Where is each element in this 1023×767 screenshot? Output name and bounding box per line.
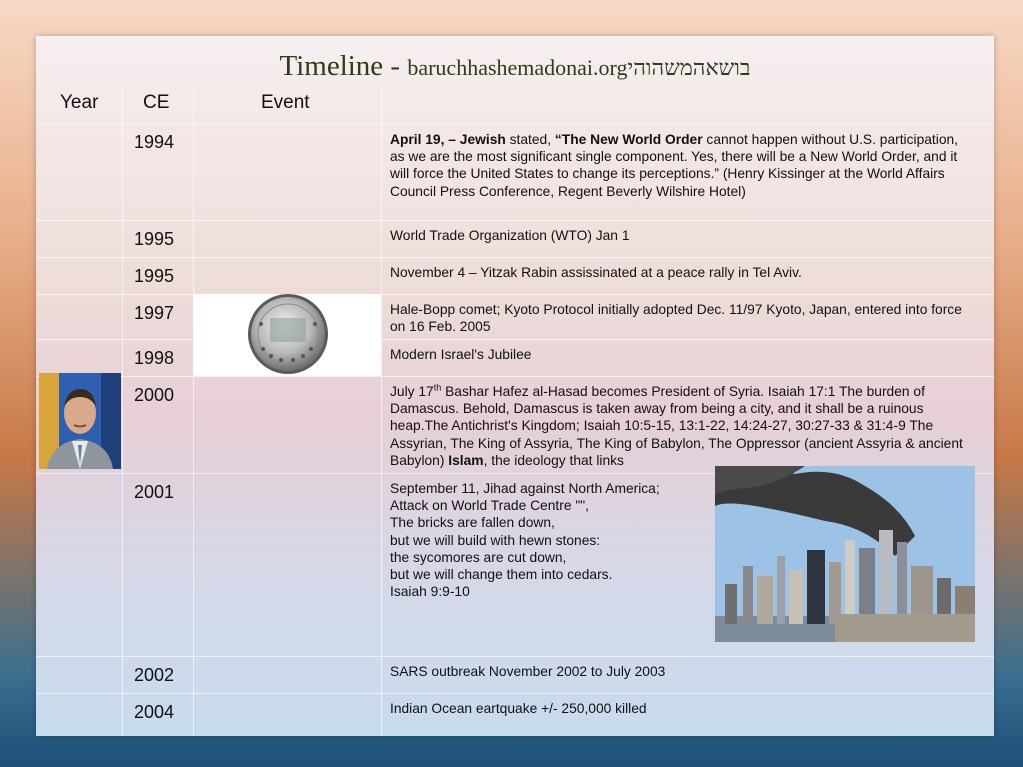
jubilee-coin-image [193,294,381,376]
year-cell: 1995 [134,229,175,249]
event-cell: Indian Ocean eartquake +/- 250,000 killed [390,701,647,716]
grid-hline [36,220,994,221]
header-ce: CE [143,92,170,113]
event-cell: SARS outbreak November 2002 to July 2003 [390,664,666,679]
event-text: July 17 [390,384,434,399]
title-site: baruchhashemadonai.orgבושאהמשהוהי [407,55,751,80]
slide [36,36,994,736]
year-cell: 1998 [134,348,175,368]
event-line: Isaiah 9:9-10 [390,584,470,600]
grid-vline [122,84,123,736]
event-cell-2000 [390,383,975,469]
event-bold-word: Islam [448,452,484,468]
portrait-photo [39,373,121,469]
grid-vline [193,84,194,736]
header-event: Event [261,92,310,113]
event-cell: November 4 – Yitzak Rabin assissinated at a peace rally in Tel Aviv. [390,265,802,280]
event-line: the sycomores are cut down, [390,549,567,565]
event-bold-quote: “The New World Order [554,132,703,147]
year-cell: 1997 [134,303,175,323]
year-cell: 1995 [134,266,175,286]
wtc-attack-photo [715,466,975,642]
event-text: stated, [505,132,555,147]
grid-hline [36,656,994,657]
event-line: but we will build with hewn stones: [390,532,601,548]
event-cell: Modern Israel's Jubilee [390,347,532,362]
year-cell: 1994 [134,132,175,152]
header-year: Year [60,92,99,113]
year-cell: 2000 [134,385,175,405]
year-cell: 2001 [134,482,175,502]
event-text: Bashar Hafez al-Hasad becomes President of Syria. Isaiah 17:1 The burden of Damascus. Behold, Damascus is taken away from being a city, and it shall be a ruinous heap.The Antichrist's Kingdom; Isaiah 10:5-15, 13:1-22, 14:24-27, 30:27-33 & 31:4-9 The Assyrian, The King of Assyria, The King of Babylon, The Oppressor (ancient Assyria & ancient Babylon) [390,384,963,468]
event-line: The bricks are fallen down, [390,515,555,531]
grid-hline [36,376,994,377]
event-line: Attack on World Trade Centre "", [390,498,589,514]
coin-icon [193,294,381,376]
portrait-icon [39,373,121,469]
title-main: Timeline - [279,50,408,82]
grid-hline [36,339,994,340]
event-text: , the ideology that links [483,452,624,468]
wtc-photo-icon [715,466,975,642]
slide-title [36,50,994,83]
event-line: but we will change them into cedars. [390,567,613,583]
event-superscript: th [433,383,442,393]
grid-hline [36,294,994,295]
event-line: September 11, Jihad against North America; [390,481,660,496]
grid-vline [381,84,382,736]
event-text: cannot happen without U.S. participation, as we are the most significant single component. Yes, there will be a New World Order, and it will force the United States to change its perceptions.” (Henry Kissinger at the World Affairs Council Press Conference, Regent Beverly Wilshire Hotel) [390,132,958,199]
event-bold-date: April 19, – Jewish [390,132,506,147]
event-cell-2001 [390,480,710,600]
event-cell: World Trade Organization (WTO) Jan 1 [390,228,630,243]
year-cell: 2002 [134,665,175,685]
event-cell: Hale-Bopp comet; Kyoto Protocol initially adopted Dec. 11/97 Kyoto, Japan, entered into force on 16 Feb. 2005 [390,302,962,335]
grid-hline [36,123,994,124]
grid-hline [36,257,994,258]
grid-hline [36,693,994,694]
year-cell: 2004 [134,702,175,722]
event-cell-1994 [390,131,975,200]
